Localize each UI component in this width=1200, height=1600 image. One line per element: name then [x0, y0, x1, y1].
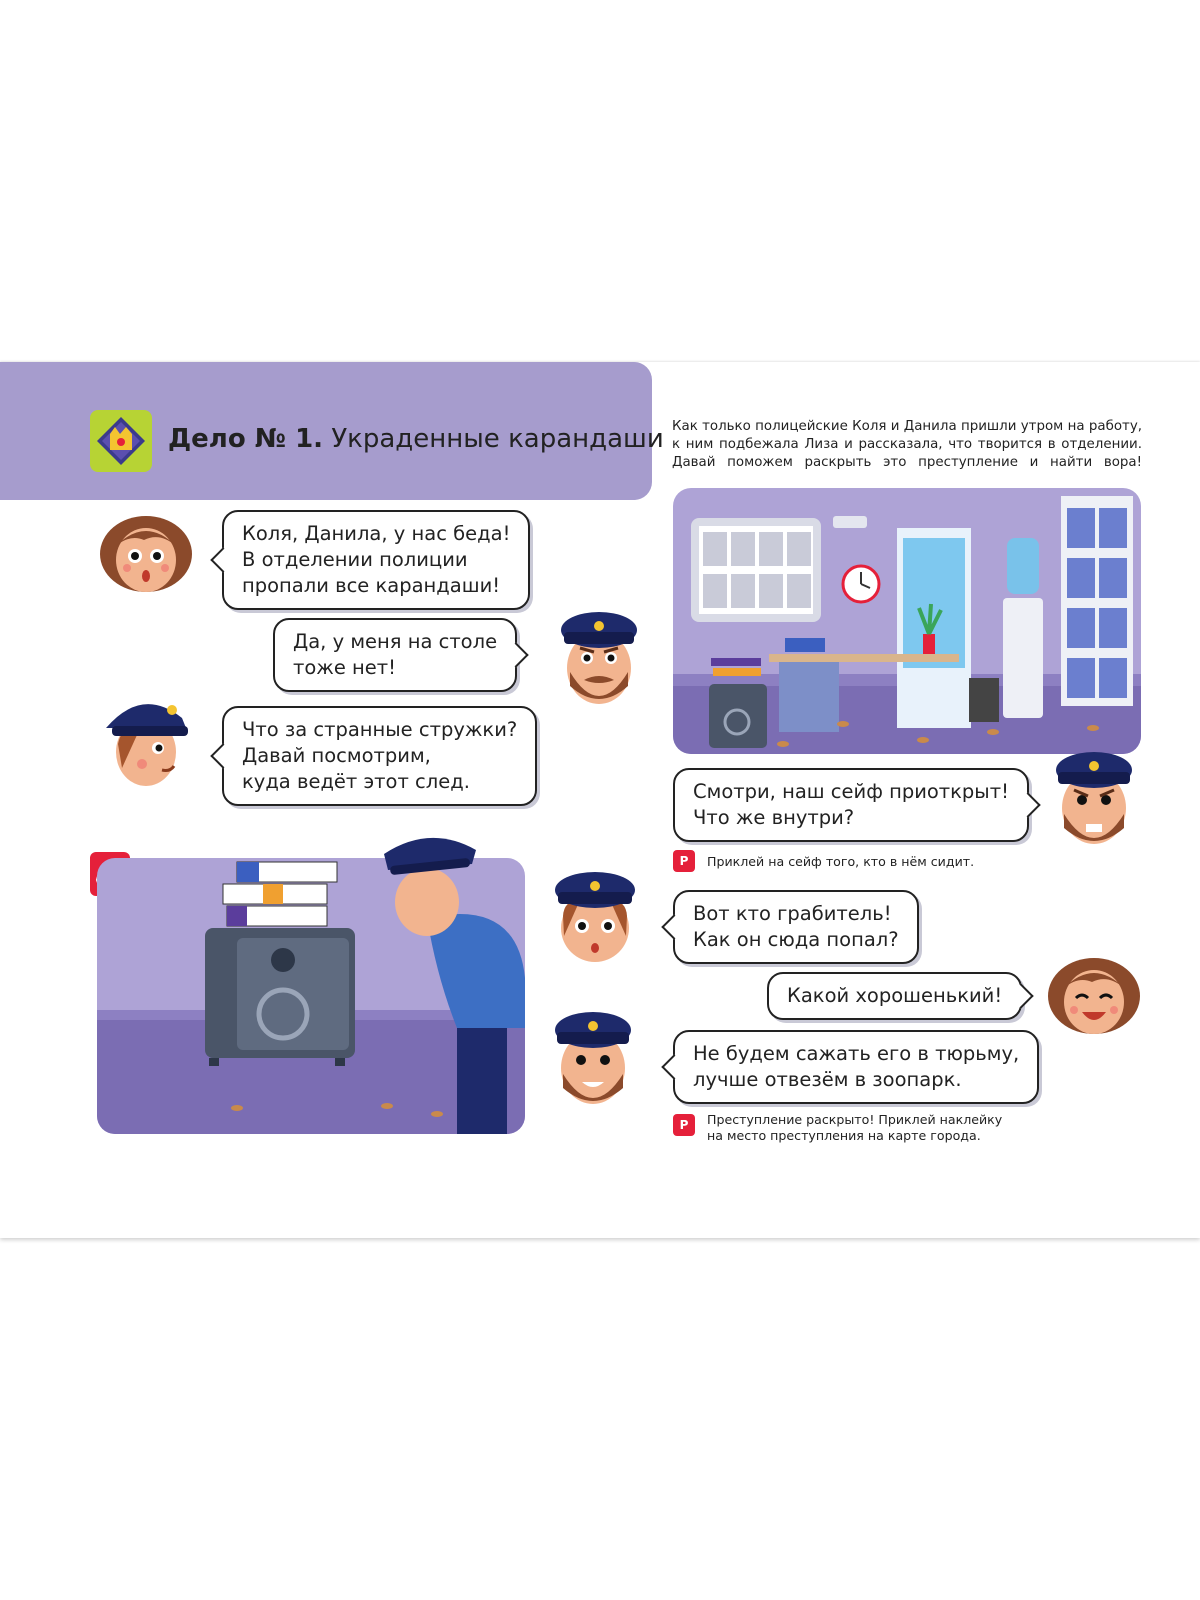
- liza-face-icon: [96, 510, 196, 604]
- title-banner: [0, 362, 664, 500]
- speech-bubble-kolya-2: Вот кто грабитель! Как он сюда попал?: [673, 890, 919, 964]
- page-title: Дело № 1. Украденные карандаши: [168, 424, 664, 454]
- danila-smiling-face-icon: [548, 1002, 638, 1116]
- speech-bubble-liza-2: Какой хорошенький!: [767, 972, 1022, 1020]
- kolya-surprised-face-icon: [550, 866, 640, 970]
- speech-bubble-danila-1: Да, у меня на столе тоже нет!: [273, 618, 517, 692]
- sticker-task-badge: P: [673, 1114, 695, 1136]
- bending-police-cap-icon: [380, 830, 480, 884]
- book-spread: [0, 362, 1200, 1238]
- kolya-face-icon: [102, 684, 194, 798]
- sticker-instruction-1: Приклей на сейф того, кто в нём сидит.: [707, 854, 975, 869]
- sticker-instruction-2: Преступление раскрыто! Приклей наклейку на место преступления на карте города.: [707, 1112, 1003, 1143]
- police-office-illustration: [673, 488, 1141, 754]
- danila-angry-face-icon: [1046, 740, 1142, 854]
- speech-bubble-danila-3: Не будем сажать его в тюрьму, лучше отвезём в зоопарк.: [673, 1030, 1039, 1104]
- speech-bubble-kolya-1: Что за странные стружки? Давай посмотрим, куда ведёт этот след.: [222, 706, 537, 806]
- sticker-task-badge: P: [673, 850, 695, 872]
- speech-bubble-liza: Коля, Данила, у нас беда! В отделении полиции пропали все карандаши!: [222, 510, 530, 610]
- danila-face-icon: [556, 600, 642, 714]
- safe-scene-illustration: [97, 858, 525, 1134]
- intro-paragraph: Как только полицейские Коля и Данила пришли утром на работу, к ним подбежала Лиза и рассказала, что творится в отделении. Давай поможем раскрыть это преступление и найти вора!: [672, 419, 1142, 470]
- speech-bubble-danila-2: Смотри, наш сейф приоткрыт! Что же внутри?: [673, 768, 1029, 842]
- liza-happy-face-icon: [1044, 952, 1144, 1046]
- case-logo-icon: [90, 410, 152, 472]
